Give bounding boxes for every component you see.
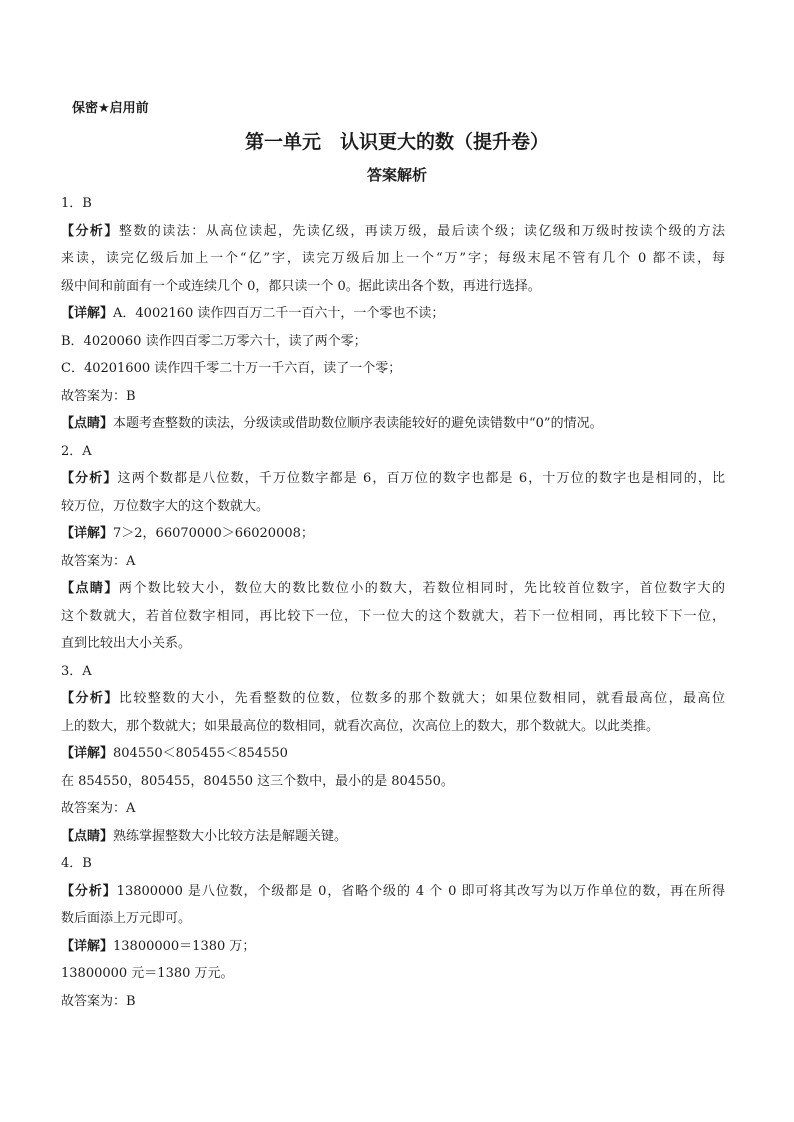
line-text: 来读，读完亿级后加上一个“亿”字，读完万级后加上一个“万”字；每级末尾不管有几个 0 都不读，每 bbox=[61, 251, 725, 266]
section-tag: 【点睛】 bbox=[61, 416, 114, 431]
line-text: 级中间和前面有一个或连续几个 0，都只读一个 0。据此读出各个数，再进行选择。 bbox=[61, 278, 541, 294]
text-line bbox=[61, 658, 725, 686]
text-line bbox=[61, 960, 725, 988]
section-tag: 【分析】 bbox=[61, 471, 118, 486]
line-text: 比较整数的大小，先看整数的位数，位数多的那个数就大；如果位数相同，就看最高位，最高位 bbox=[118, 691, 725, 706]
text-line bbox=[61, 548, 725, 576]
line-text: 1．B bbox=[61, 196, 92, 211]
line-text: 两个数比较大小，数位大的数比数位小的数大，若数位相同时，先比较首位数字，首位数字大的 bbox=[118, 581, 725, 596]
section-tag: 【详解】 bbox=[61, 938, 114, 954]
text-line bbox=[61, 905, 725, 933]
text-line bbox=[61, 575, 725, 603]
confidential-label: 保密★启用前 bbox=[72, 101, 149, 116]
line-text: 在 854550，805455，804550 这三个数中，最小的是 804550。 bbox=[61, 773, 454, 789]
text-line bbox=[61, 300, 725, 328]
section-tag: 【分析】 bbox=[61, 223, 119, 239]
line-text: 本题考查整数的读法，分级读或借助数位顺序表读能较好的避免读错数中“0”的情况。 bbox=[113, 416, 603, 431]
text-line bbox=[61, 438, 725, 466]
text-line bbox=[61, 988, 725, 1016]
text-line bbox=[61, 685, 725, 713]
line-text: 2．A bbox=[61, 443, 92, 459]
line-text: 13800000＝1380 万； bbox=[113, 938, 256, 954]
text-line bbox=[61, 245, 725, 273]
line-text: 13800000 是八位数，个级都是 0，省略个级的 4 个 0 即可将其改写为以万作单位的数，再在所得 bbox=[116, 883, 725, 899]
text-line bbox=[61, 603, 725, 631]
line-text: 故答案为：B bbox=[61, 993, 136, 1009]
line-text: 13800000 元＝1380 万元。 bbox=[61, 966, 234, 981]
section-tag: 【点睛】 bbox=[61, 828, 114, 844]
section-tag: 【详解】 bbox=[61, 306, 114, 321]
line-text: C．40201600 读作四千零二十万一千六百，读了一个零； bbox=[61, 361, 402, 376]
text-line bbox=[61, 823, 725, 851]
page-subtitle: 答案解析 bbox=[366, 166, 427, 184]
text-line bbox=[61, 768, 725, 796]
text-line bbox=[61, 795, 725, 823]
text-line bbox=[61, 630, 725, 658]
line-text: 4．B bbox=[61, 856, 92, 871]
line-text: 上的数大，那个数就大；如果最高位的数相同，就看次高位，次高位上的数大，那个数就大。以此类推。 bbox=[61, 718, 660, 734]
section-tag: 【详解】 bbox=[61, 746, 114, 761]
line-text: 804550＜805455＜854550 bbox=[113, 746, 288, 761]
text-line bbox=[61, 328, 725, 356]
text-line bbox=[61, 850, 725, 878]
line-text: 熟练掌握整数大小比较方法是解题关键。 bbox=[113, 828, 348, 844]
text-line bbox=[61, 465, 725, 493]
text-line bbox=[61, 410, 725, 438]
answer-body bbox=[61, 190, 725, 1015]
line-text: 这个数就大，若首位数字相同，再比较下一位，下一位大的这个数就大，若下一位相同，再比较下下一位， bbox=[61, 608, 725, 624]
line-text: 7＞2，66070000＞66020008； bbox=[113, 526, 314, 541]
text-line bbox=[61, 520, 725, 548]
text-line bbox=[61, 190, 725, 218]
line-text: 3．A bbox=[61, 663, 92, 679]
section-tag: 【点睛】 bbox=[61, 581, 119, 596]
text-line bbox=[61, 713, 725, 741]
text-line bbox=[61, 273, 725, 301]
text-line bbox=[61, 218, 725, 246]
line-text: 直到比较出大小关系。 bbox=[61, 636, 192, 651]
text-line bbox=[61, 355, 725, 383]
text-line bbox=[61, 933, 725, 961]
line-text: 整数的读法：从高位读起，先读亿级，再读万级，最后读个级；读亿级和万级时按读个级的方法 bbox=[118, 223, 725, 239]
line-text: 故答案为：A bbox=[61, 801, 136, 816]
line-text: 这两个数都是八位数，千万位数字都是 6，百万位的数字也都是 6，十万位的数字也是相同的，比 bbox=[117, 471, 725, 486]
section-tag: 【详解】 bbox=[61, 526, 114, 541]
section-tag: 【分析】 bbox=[61, 883, 117, 899]
line-text: A．4002160 读作四百万二千一百六十，一个零也不读； bbox=[113, 306, 445, 321]
text-line bbox=[61, 740, 725, 768]
text-line bbox=[61, 493, 725, 521]
line-text: B．4020060 读作四百零二万零六十，读了两个零； bbox=[61, 333, 367, 349]
line-text: 故答案为：B bbox=[61, 388, 136, 404]
section-tag: 【分析】 bbox=[61, 691, 119, 706]
line-text: 数后面添上万元即可。 bbox=[61, 911, 192, 926]
line-text: 较万位，万位数字大的这个数就大。 bbox=[61, 498, 270, 514]
text-line bbox=[61, 878, 725, 906]
line-text: 故答案为：A bbox=[61, 553, 136, 569]
page-title: 第一单元 认识更大的数（提升卷） bbox=[244, 131, 549, 153]
text-line bbox=[61, 383, 725, 411]
